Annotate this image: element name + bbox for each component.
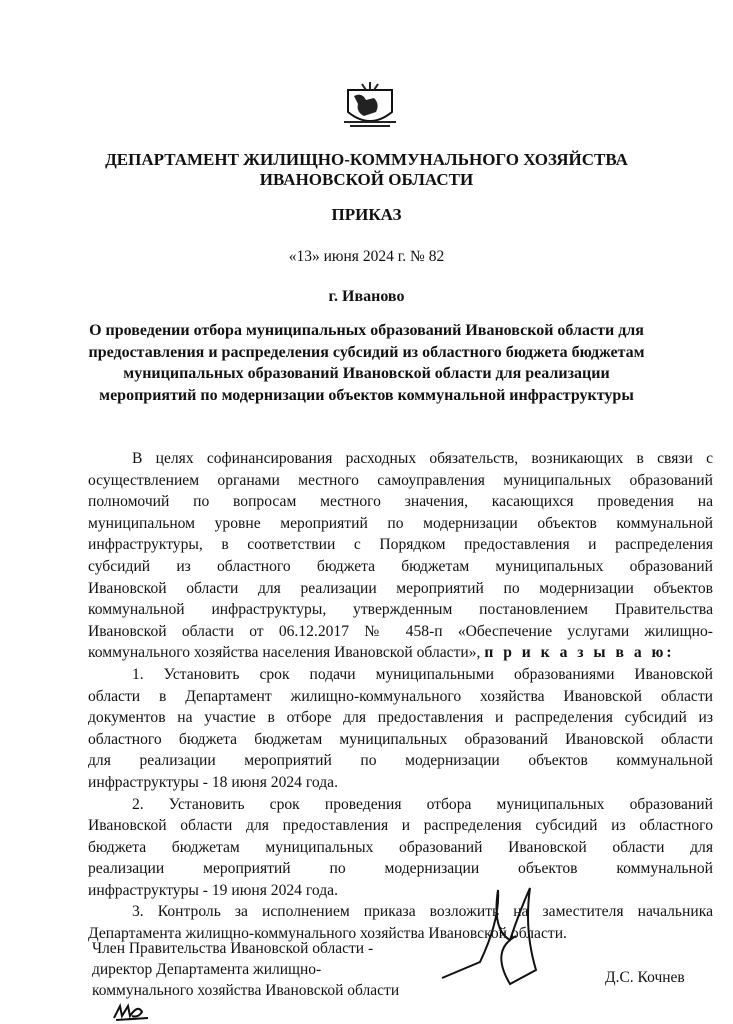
handwritten-signature: [440, 880, 570, 990]
item-line: реализации мероприятий по модернизации объектов коммунальной: [88, 860, 713, 878]
city: г. Иваново: [328, 288, 405, 305]
handwritten-initials: [112, 1000, 152, 1022]
item-line: 3. Контроль за исполнением приказа возложить на заместителя начальника: [132, 903, 713, 921]
body-line: В целях софинансирования расходных обязательств, возникающих в связи с: [132, 450, 713, 467]
document-body: [88, 448, 713, 945]
body-line: Ивановской области от 06.12.2017 № 458-п «Обеспечение услугами жилищно-: [88, 622, 713, 640]
order-word: п р и к а з ы в а ю:: [484, 644, 675, 662]
body-line: полномочий по вопросам местного значения, касающихся проведения на: [88, 493, 713, 511]
department-header: [0, 150, 733, 190]
item-line: 1. Установить срок подачи муниципальными образованиями Ивановской: [132, 665, 713, 683]
subject: [0, 320, 733, 406]
item-line: Департамента жилищно-коммунального хозяйства Ивановской области.: [88, 925, 567, 943]
subject-line: предоставления и распределения субсидий из областного бюджета бюджетам: [88, 343, 645, 361]
item-line: бюджета бюджетам муниципальных образований Ивановской области для: [88, 838, 713, 856]
header-line: ИВАНОВСКОЙ ОБЛАСТИ: [259, 170, 474, 189]
body-line: субсидий из областного бюджета бюджетам муниципальных образований: [88, 557, 713, 575]
item-line: для реализации мероприятий по модернизации объектов коммунальной: [88, 752, 713, 770]
signatory-line: директор Департамента жилищно-: [92, 961, 322, 978]
item-line: инфраструктуры - 19 июня 2024 года.: [88, 881, 338, 899]
body-line: муниципальном уровне мероприятий по модернизации объектов коммунальной: [88, 514, 713, 532]
date-number: «13» июня 2024 г. № 82: [288, 248, 445, 265]
header-line: ДЕПАРТАМЕНТ ЖИЛИЩНО-КОММУНАЛЬНОГО ХОЗЯЙСТВА: [105, 150, 628, 169]
item-line: Ивановской области для предоставления и распределения субсидий из областного: [88, 817, 713, 835]
subject-line: О проведении отбора муниципальных образований Ивановской области для: [89, 322, 644, 339]
signatory-line: Член Правительства Ивановской области -: [92, 940, 374, 957]
body-line: осуществлением органами местного самоуправления муниципальных образований: [88, 471, 713, 489]
item-line: документов на участие в отборе для предоставления и распределения субсидий из: [88, 709, 713, 727]
body-line: [88, 642, 713, 664]
signatory-name: Д.С. Кочнев: [605, 969, 685, 986]
item-line: 2. Установить срок проведения отбора муниципальных образований: [132, 795, 713, 813]
coat-of-arms-emblem: [340, 82, 400, 132]
body-line: коммунальной инфраструктуры, утвержденным постановлением Правительства: [88, 601, 713, 619]
signatory-line: коммунального хозяйства Ивановской области: [92, 982, 400, 999]
body-text: коммунального хозяйства населения Ивановской области»,: [88, 644, 481, 662]
signatory-title: [92, 938, 399, 1001]
body-line: инфраструктуры, в соответствии с Порядком предоставления и распределения: [88, 536, 713, 554]
item-line: области в Департамент жилищно-коммунального хозяйства Ивановской области: [88, 687, 713, 705]
item-line: инфраструктуры - 18 июня 2024 года.: [88, 773, 338, 791]
subject-line: мероприятий по модернизации объектов коммунальной инфраструктуры: [99, 386, 634, 404]
body-line: Ивановской области для реализации мероприятий по модернизации объектов: [88, 579, 713, 597]
subject-line: муниципальных образований Ивановской области для реализации: [123, 365, 610, 382]
item-line: областного бюджета бюджетам муниципальных образований Ивановской области: [88, 730, 713, 748]
doc-type: ПРИКАЗ: [331, 205, 402, 224]
